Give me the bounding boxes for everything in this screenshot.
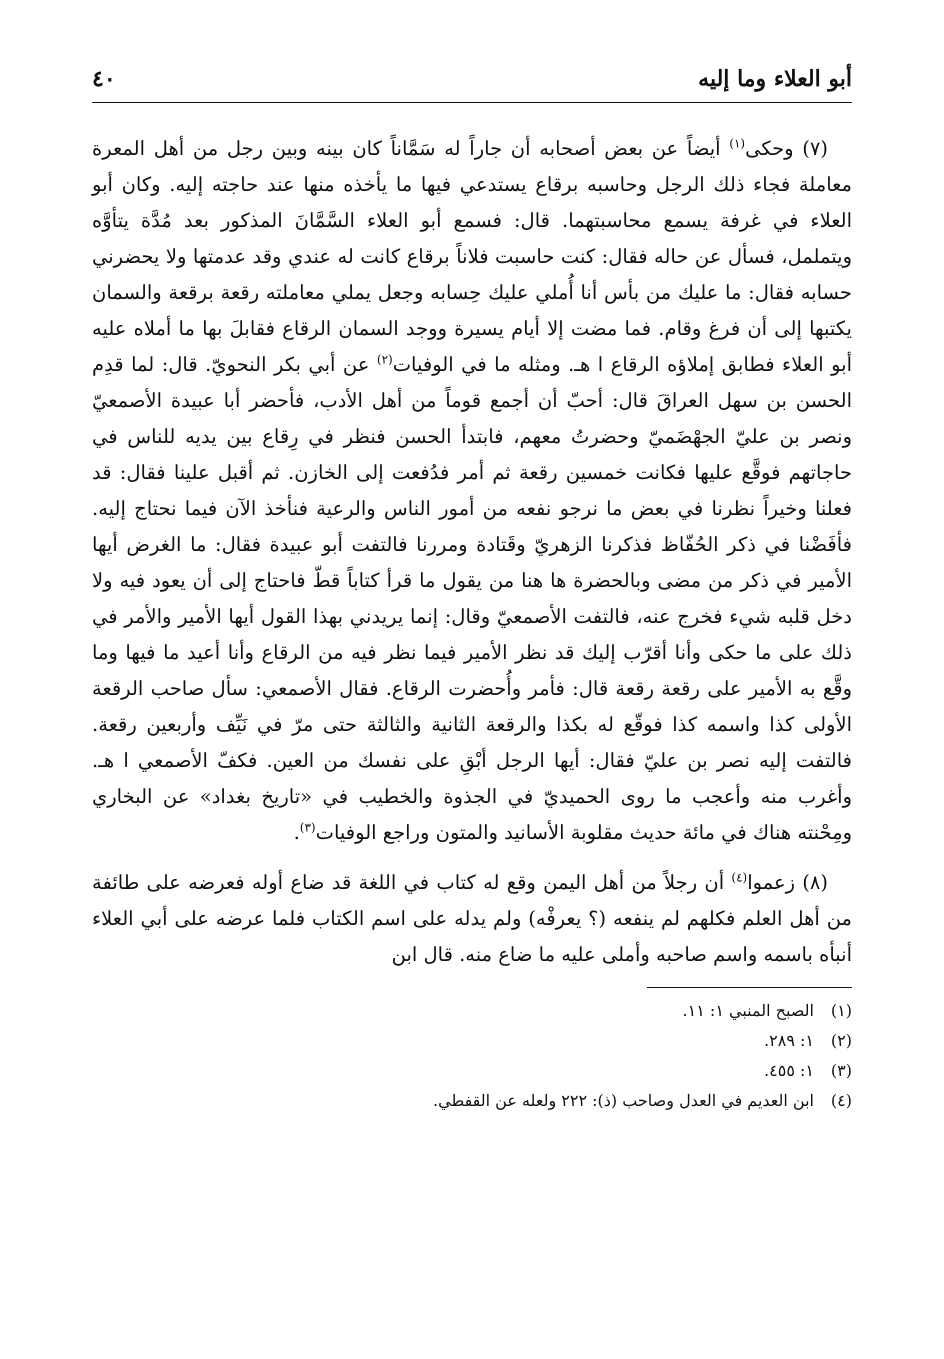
footnote-text: ١: ٢٨٩. (764, 1031, 814, 1050)
paragraph-7 (92, 131, 852, 851)
book-page (92, 62, 852, 1302)
footnote-ref-2: (٢) (376, 352, 393, 367)
footnote-3 (92, 1056, 852, 1086)
footnote-ref-4: (٤) (731, 870, 748, 885)
footnote-text: ابن العديم في العدل وصاحب (ذ): ٢٢٢ ولعله عن القفطي. (433, 1091, 814, 1110)
footnote-number: (٢) (830, 1031, 852, 1050)
running-header (92, 62, 852, 103)
page-number: ٤٠ (92, 66, 116, 92)
main-text (92, 131, 852, 973)
footnotes (92, 996, 852, 1116)
footnote-ref-3: (٣) (299, 820, 316, 835)
footnote-number: (١) (830, 1001, 852, 1020)
text-run: (٨) زعموا (747, 871, 829, 894)
running-title: أبو العلاء وما إليه (698, 66, 852, 92)
text-run: عن أبي بكر النحويّ. قال: لما قدِم الحسن بن سهل العراقَ قال: أحبّ أن أجمع قوماً من أهل الأدب، فأحضر أبا عبيدة الأصمعيّ ونصر بن عليّ الجهْضَميّ وحضرتُ معهم، فابتدأ الحسن فنظر في رِقاع بين يديه للناس في حاجاتهم فوقَّع عليها فكانت خمسين رقعة ثم أمر فدُفعت إلى الخازن. ثم أقبل علينا فقال: قد فعلنا وخيراً نظرنا في بعض ما نرجو نفعه من أمور الناس والرعية فنأخذ الآن فيما نحتاج إليه. فأفَضْنا في ذكر الحُفّاظ فذكرنا الزهريّ وقَتادة ومررنا فالتفت أبو عبيدة فقال: ما الغرض أيها الأمير في ذكر من مضى وبالحضرة ها هنا من يقول ما قرأ كتاباً قطّ فاحتاج إلى أن يعود فيه ولا دخل قلبه شيء فخرج عنه، فالتفت الأصمعيّ وقال: إنما يريدني بهذا القول أيها الأمير والأمر في ذلك على ما حكى وأنا أقرّب إليك قد نظر الأمير فيما نظر فيه من الرقاع وأنا أعيد ما فيها وما وقَّع به الأمير على رقعة رقعة قال: فأمر وأُحضرت الرقاع. فقال الأصمعي: سأل صاحب الرقعة الأولى كذا واسمه كذا فوقّع له بكذا والرقعة الثانية والثالثة حتى مرّ في نَيِّف وأربعين رقعة. فالتفت إليه نصر بن عليّ فقال: أيها الرجل أبْقِ على نفسك من العين. فكفّ الأصمعي ا هـ. وأغرب منه وأعجب ما روى الحميديّ في الجذوة والخطيب في «تاريخ بغداد» عن البخاري ومِحْنته هناك في مائة حديث مقلوبة الأسانيد والمتون وراجع الوفيات (92, 353, 852, 844)
footnote-2 (92, 1026, 852, 1056)
paragraph-8 (92, 865, 852, 973)
text-run: أن رجلاً من أهل اليمن وقع له كتاب في اللغة قد ضاع أوله فعرضه على طائفة من أهل العلم فكلهم لم ينفعه (؟ يعرفْه) ولم يدله على اسم الكتاب فلما عرضه على أبي العلاء أنبأه باسمه واسم صاحبه وأملى عليه ما ضاع منه. قال ابن (92, 871, 852, 966)
footnote-number: (٤) (830, 1091, 852, 1110)
footnote-1 (92, 996, 852, 1026)
text-run: . (293, 821, 300, 844)
footnote-text: ١: ٤٥٥. (764, 1061, 814, 1080)
footnote-number: (٣) (830, 1061, 852, 1080)
footnote-text: الصبح المنبي ١: ١١. (682, 1001, 814, 1020)
footnote-ref-1: (١) (729, 136, 746, 151)
text-run: أيضاً عن بعض أصحابه أن جاراً له سَمَّاناً كان بينه وبين رجل من أهل المعرة معاملة فجاء ذلك الرجل وحاسبه برقاع يستدعي فيها ما يأخذه منها عند حاجته إليه. وكان أبو العلاء في غرفة يسمع محاسبتهما. قال: فسمع أبو العلاء السَّمَّانَ المذكور بعد مُدَّة يتأوَّه ويتململ، فسأل عن حاله فقال: كنت حاسبت فلاناً برقاع كانت له عندي وقد عدمتها ولا يحضرني حسابه فقال: ما عليك من بأس أنا أُملي عليك حِسابه وجعل يملي معاملته رقعة برقعة والسمان يكتبها إلى أن فرغ وقام. فما مضت إلا أيام يسيرة ووجد السمان الرقاع فقابلَ بها ما أملاه عليه أبو العلاء فطابق إملاؤه الرقاع ا هـ. ومثله ما في الوفيات (92, 137, 852, 376)
text-run: (٧) وحكى (745, 137, 828, 160)
footnote-divider (647, 987, 852, 988)
footnote-4 (92, 1086, 852, 1116)
